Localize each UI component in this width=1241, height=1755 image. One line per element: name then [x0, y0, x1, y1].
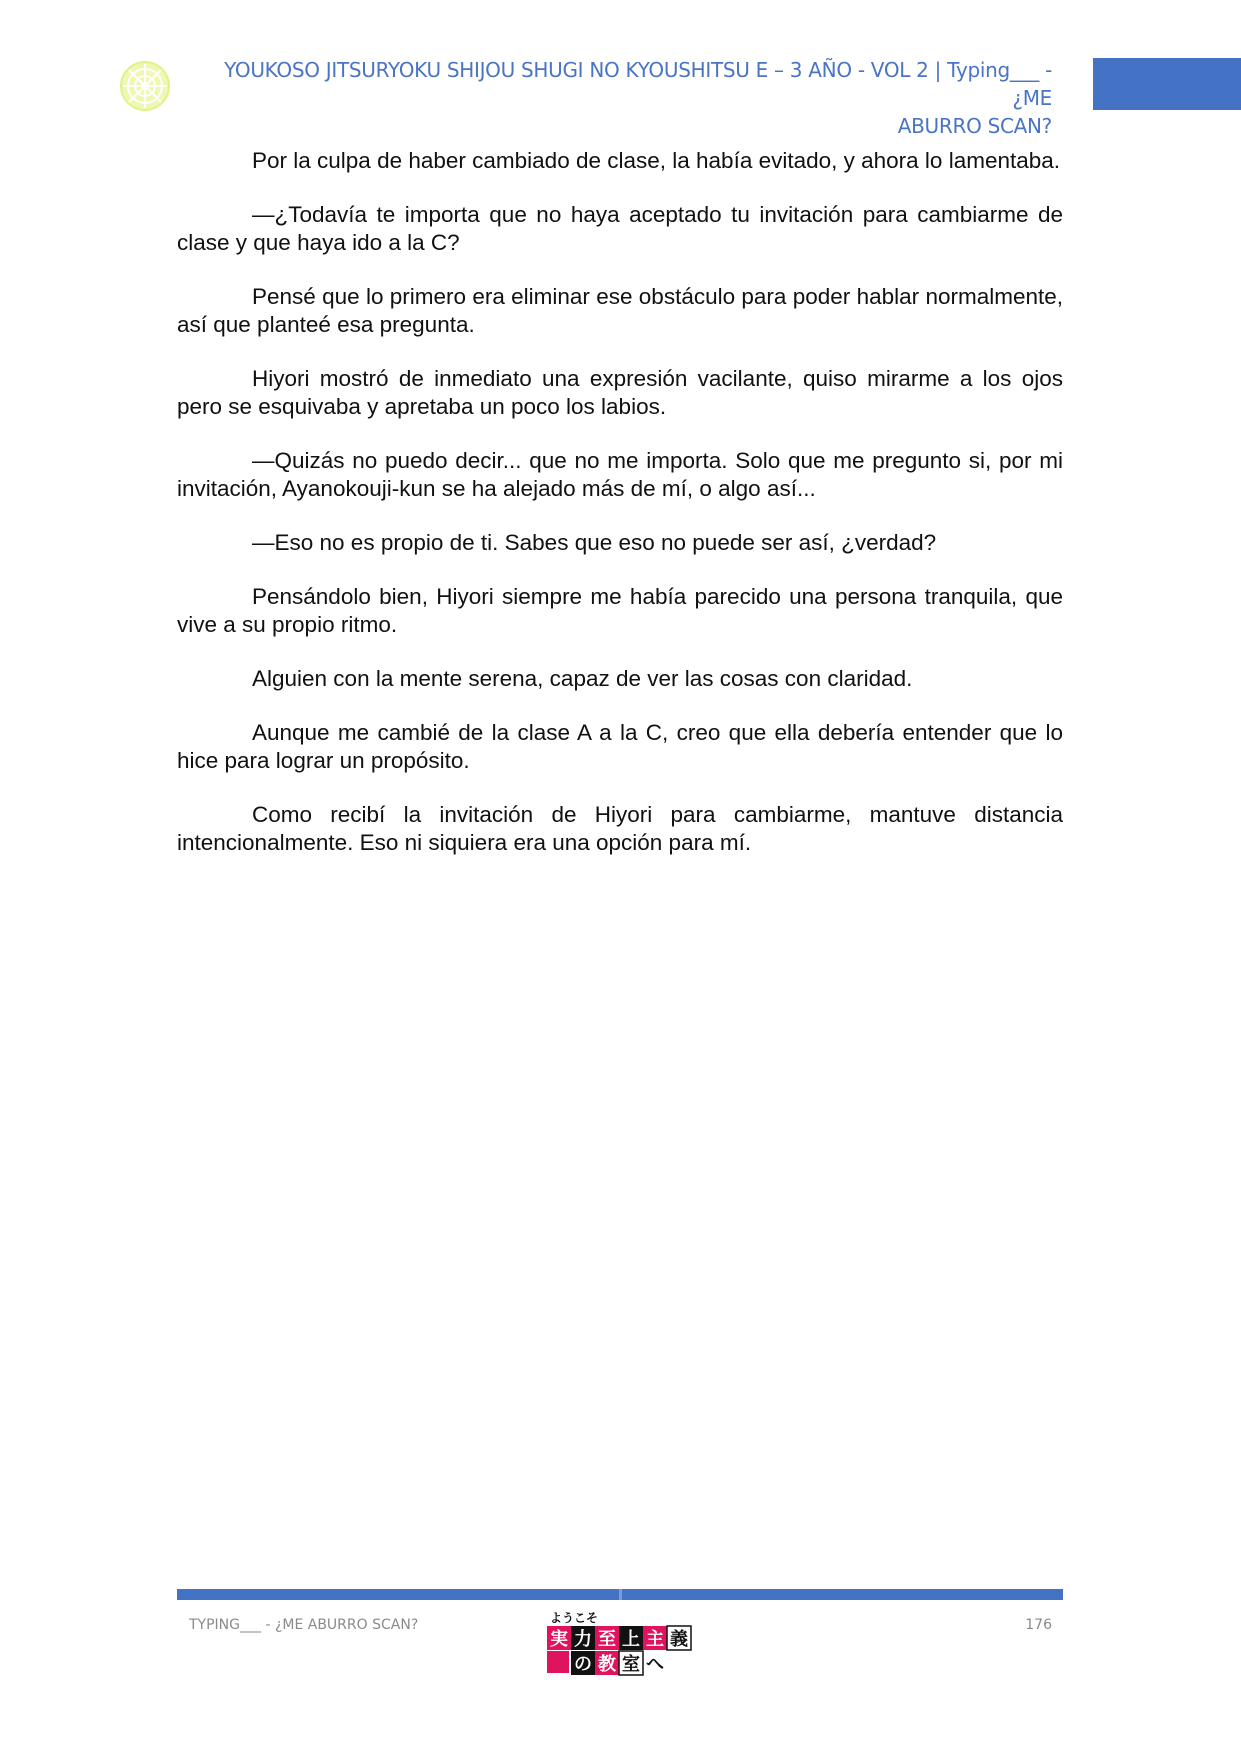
paragraph: —Quizás no puedo decir... que no me importa. Solo que me pregunto si, por mi invitación, Ayanokouji-kun se ha alejado más de mí, o algo así...: [177, 448, 1063, 501]
svg-text:教: 教: [598, 1654, 616, 1675]
header-title-line-1: YOUKOSO JITSURYOKU SHIJOU SHUGI NO KYOUSHITSU E – 3 AÑO - VOL 2 | Typing___ - ¿ME: [224, 58, 1052, 110]
svg-text:実: 実: [550, 1629, 568, 1650]
running-header-title: [190, 56, 1052, 140]
page-body: [177, 147, 1063, 883]
header-title-line-2: ABURRO SCAN?: [897, 114, 1052, 138]
paragraph: Pensándolo bien, Hiyori siempre me había parecido una persona tranquila, que vive a su propio ritmo.: [177, 584, 1063, 637]
svg-text:室: 室: [622, 1654, 640, 1675]
paragraph: Como recibí la invitación de Hiyori para cambiarme, mantuve distancia intencionalmente. Eso ni siquiera era una opción para mí.: [177, 802, 1063, 855]
paragraph: —Eso no es propio de ti. Sabes que eso no puede ser así, ¿verdad?: [252, 530, 937, 555]
header-accent-bar: [1093, 58, 1241, 110]
svg-text:の: の: [574, 1654, 592, 1675]
paragraph: Alguien con la mente serena, capaz de ver las cosas con claridad.: [252, 666, 913, 691]
svg-text:至: 至: [598, 1629, 616, 1650]
paragraph: Hiyori mostró de inmediato una expresión vacilante, quiso mirarme a los ojos pero se esquivaba y apretaba un poco los labios.: [177, 366, 1063, 419]
svg-text:上: 上: [622, 1629, 640, 1650]
paragraph: —¿Todavía te importa que no haya aceptado tu invitación para cambiarme de clase y que haya ido a la C?: [177, 202, 1063, 255]
paragraph: Aunque me cambié de la clase A a la C, creo que ella debería entender que lo hice para lograr un propósito.: [177, 720, 1063, 773]
page-number: 176: [1025, 1617, 1052, 1633]
footer-left-text: TYPING___ - ¿ME ABURRO SCAN?: [189, 1617, 419, 1633]
paragraph: Por la culpa de haber cambiado de clase, la había evitado, y ahora lo lamentaba.: [252, 148, 1061, 173]
svg-text:へ: へ: [646, 1654, 664, 1675]
svg-text:義: 義: [670, 1629, 688, 1650]
circular-emblem-icon: [119, 60, 171, 112]
series-logo: [545, 1609, 695, 1677]
svg-text:力: 力: [574, 1629, 592, 1650]
footer-rule: [177, 1589, 1063, 1600]
svg-text:ようこそ: ようこそ: [550, 1611, 599, 1625]
svg-text:主: 主: [646, 1629, 664, 1650]
paragraph: Pensé que lo primero era eliminar ese obstáculo para poder hablar normalmente, así que planteé esa pregunta.: [177, 284, 1063, 337]
